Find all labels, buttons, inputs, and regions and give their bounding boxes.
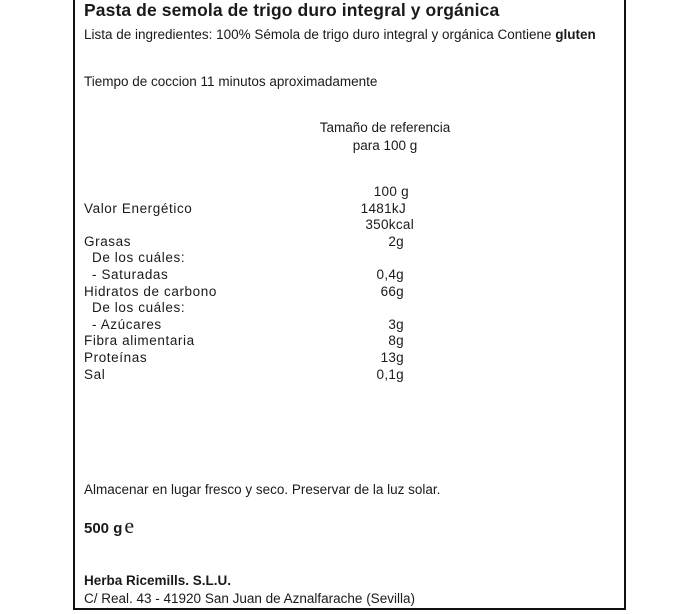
nutrition-row [84, 367, 414, 384]
nutrient-label: Hidratos de carbono [84, 283, 217, 299]
nutrition-row [84, 250, 414, 267]
nutrient-label: - Azúcares [92, 316, 162, 332]
nutrient-label: - Saturadas [92, 266, 169, 282]
allergen-text: gluten [555, 27, 596, 42]
reference-size-header [315, 119, 455, 155]
nutrient-value: 1481kJ [360, 200, 406, 216]
nutrient-label: De los cuáles: [92, 300, 186, 316]
nutrition-row [84, 217, 414, 234]
cooking-time: Tiempo de coccion 11 minutos aproximadamente [84, 74, 378, 89]
nutrient-label: Fibra alimentaria [84, 333, 195, 349]
nutrient-value: 66g [380, 283, 404, 299]
nutrition-row [84, 300, 414, 317]
nutrient-label: Grasas [84, 233, 132, 249]
nutrient-label: Sal [84, 366, 106, 382]
manufacturer-name: Herba Ricemills. S.L.U. [84, 573, 232, 588]
ingredients-text: Lista de ingredientes: 100% Sémola de trigo duro integral y orgánica Contiene [84, 27, 556, 42]
nutrient-label: Proteínas [84, 349, 148, 365]
nutrition-row [84, 234, 414, 251]
nutrition-column-header-row [84, 184, 414, 201]
reference-line-1: Tamaño de referencia [319, 120, 451, 135]
nutrient-value: 350kcal [365, 217, 414, 233]
nutrition-row [84, 333, 414, 350]
nutrient-value: 8g [388, 333, 404, 349]
nutrient-value: 0,1g [376, 366, 404, 382]
reference-line-2: para 100 g [352, 138, 418, 153]
manufacturer-address: C/ Real. 43 - 41920 San Juan de Aznalfarache (Sevilla) [84, 591, 415, 606]
nutrient-value: 13g [380, 349, 404, 365]
nutrient-value: 0,4g [376, 266, 404, 282]
nutrient-label: De los cuáles: [92, 250, 186, 266]
net-weight-value: 500 g [84, 520, 123, 537]
nutrition-row [84, 284, 414, 301]
nutrition-table [84, 184, 414, 383]
column-header: 100 g [373, 184, 409, 199]
net-weight [84, 513, 135, 538]
storage-instructions: Almacenar en lugar fresco y seco. Preservar de la luz solar. [84, 482, 441, 497]
nutrition-label [73, 0, 626, 610]
nutrient-label: Valor Energético [84, 200, 193, 216]
nutrient-value: 2g [388, 233, 404, 249]
nutrition-row [84, 201, 414, 218]
nutrient-value: 3g [388, 316, 404, 332]
product-title: Pasta de semola de trigo duro integral y orgánica [84, 0, 500, 20]
estimated-sign-icon: e [124, 513, 135, 538]
nutrition-row [84, 317, 414, 334]
ingredients-list [84, 26, 604, 43]
nutrition-row [84, 350, 414, 367]
nutrition-row [84, 267, 414, 284]
